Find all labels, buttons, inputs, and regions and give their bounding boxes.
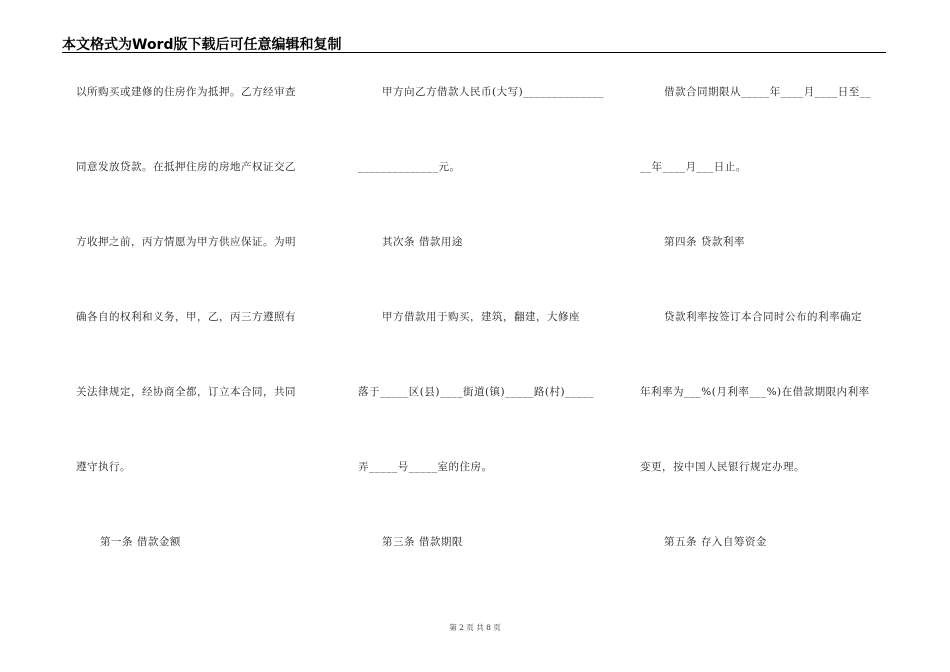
text-line: 确各自的权利和义务，甲，乙，丙三方遵照有 bbox=[76, 311, 296, 323]
text-line: 遵守执行。 bbox=[76, 461, 131, 473]
text-line: 借款合同期限从_____年____月____日至__ bbox=[664, 86, 872, 98]
text-line: 同意发放贷款。在抵押住房的房地产权证交乙 bbox=[76, 161, 296, 173]
section-heading-article-1: 第一条 借款金额 bbox=[100, 536, 181, 548]
text-line: 甲方借款用于购买，建筑，翻建，大修座 bbox=[382, 311, 580, 323]
section-heading-article-2: 其次条 借款用途 bbox=[382, 236, 463, 248]
text-line: 甲方向乙方借款人民币(大写)______________ bbox=[382, 86, 604, 98]
text-line: 年利率为___%(月利率___%)在借款期限内利率 bbox=[640, 386, 870, 398]
text-line: 方收押之前，丙方情愿为甲方供应保证。为明 bbox=[76, 236, 296, 248]
text-line: 关法律规定，经协商全都，订立本合同，共同 bbox=[76, 386, 296, 398]
text-line: 以所购买或建修的住房作为抵押。乙方经审查 bbox=[76, 86, 296, 98]
text-line: 落于_____区(县)____街道(镇)_____路(村)_____ bbox=[358, 386, 594, 398]
section-heading-article-5: 第五条 存入自筹资金 bbox=[664, 536, 767, 548]
text-line: 变更，按中国人民银行规定办理。 bbox=[640, 461, 805, 473]
section-heading-article-4: 第四条 贷款利率 bbox=[664, 236, 745, 248]
text-line: 贷款利率按签订本合同时公布的利率确定 bbox=[664, 311, 862, 323]
document-header-title: 本文格式为Word版下载后可任意编辑和复制 bbox=[62, 37, 342, 53]
text-line: __年____月___日止。 bbox=[640, 161, 747, 173]
page-number-indicator: 第 2 页 共 8 页 bbox=[449, 623, 501, 632]
section-heading-article-3: 第三条 借款期限 bbox=[382, 536, 463, 548]
text-line: ______________元。 bbox=[358, 161, 461, 173]
text-line: 弄_____号_____室的住房。 bbox=[358, 461, 493, 473]
header-divider bbox=[62, 52, 886, 53]
